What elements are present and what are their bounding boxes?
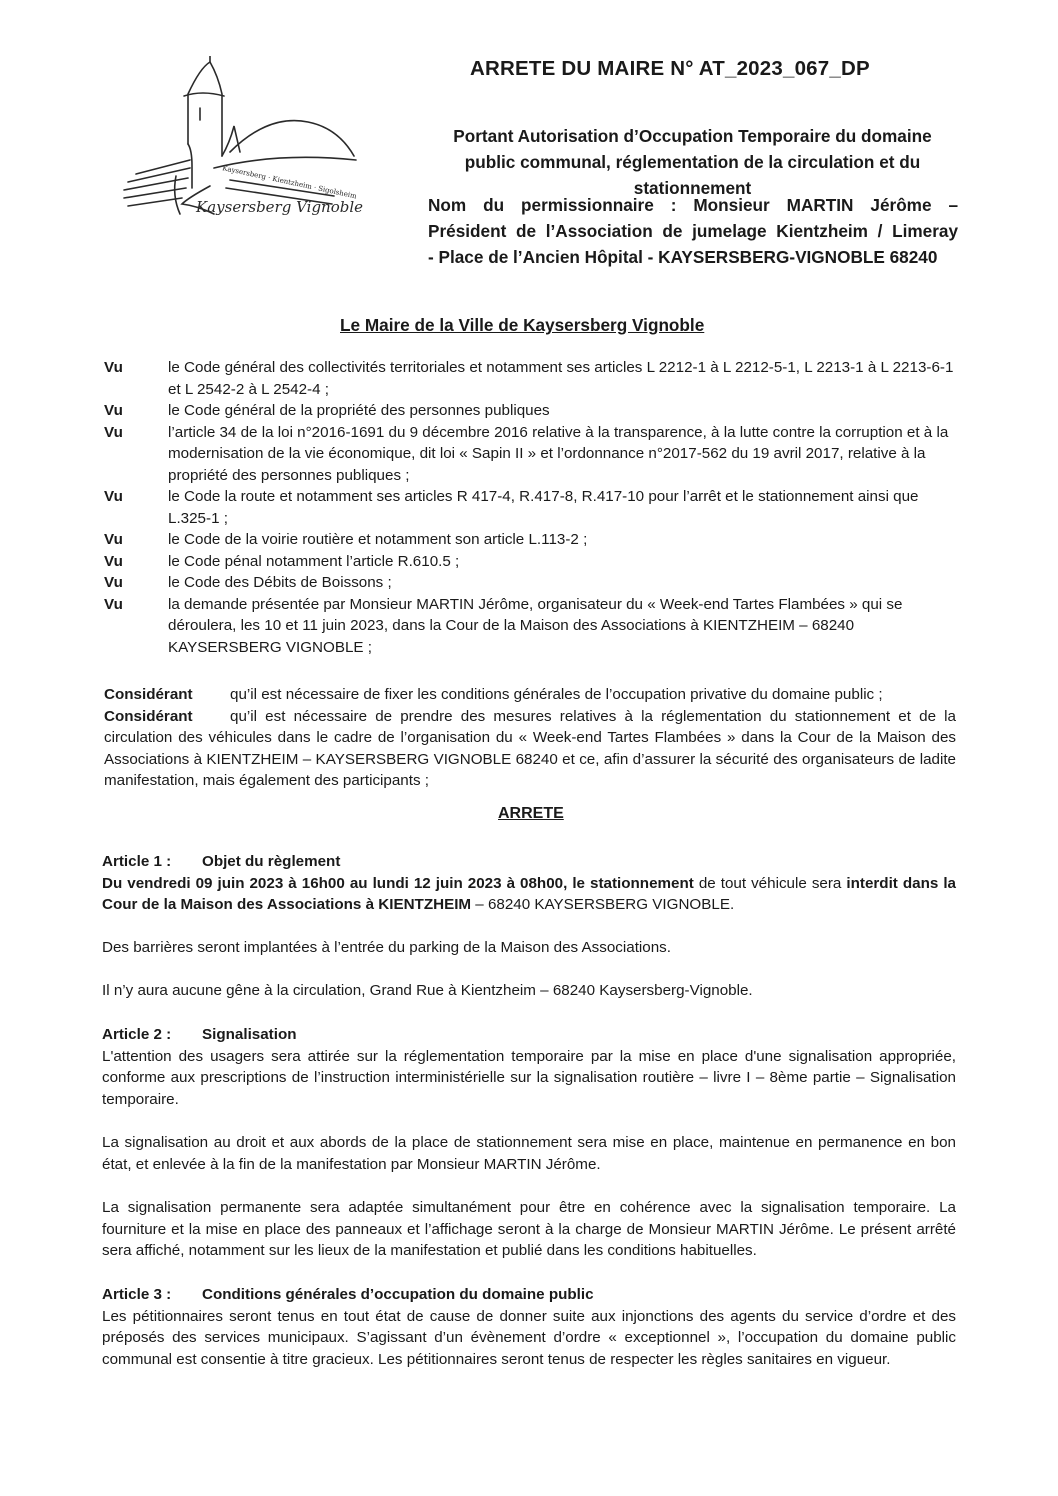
permit-line: - Place de l’Ancien Hôpital - KAYSERSBERG-VIGNOBLE 68240: [428, 247, 938, 267]
text: de tout véhicule sera: [693, 874, 847, 892]
vu-text: le Code pénal notamment l’article R.610.5 ;: [168, 552, 460, 570]
article-paragraph: L'attention des usagers sera attirée sur la réglementation temporaire par la mise en place d'une signalisation appropriée, conforme aux prescriptions de l’instruction interministérielle sur la signalisation routière – livre I – 8ème partie – Signalisation temporaire.: [102, 1047, 956, 1108]
article-heading: [102, 851, 956, 873]
article-paragraph: Les pétitionnaires seront tenus en tout état de cause de donner suite aux injonctions des agents du service d’ordre et des préposés des services municipaux. S’agissant d’un évènement d’ordre « exceptionnel », l’occupation du domaine public communal est consentie à titre gracieux. Les pétitionnaires seront tenus de respecter les règles sanitaires en vigueur.: [102, 1307, 956, 1368]
considerant-label: Considérant: [104, 707, 193, 725]
article-title: Conditions générales d’occupation du domaine public: [202, 1286, 594, 1303]
logo-name: Kaysersberg Vignoble: [196, 198, 364, 216]
vu-text: le Code général des collectivités territoriales et notamment ses articles L 2212-1 à L 2212-5-1, L 2213-1 à L 2213-6-1 et L 2542-2 à L 2542-4 ;: [168, 359, 954, 398]
vu-label: Vu: [104, 423, 123, 441]
bold-text: interdit dans la Cour de la Maison des Associations à KIENTZHEIM: [102, 874, 956, 913]
vu-text: l’article 34 de la loi n°2016-1691 du 9 décembre 2016 relative à la transparence, à la lutte contre la corruption et à la modernisation de la vie économique, dit loi « Sapin II » et l’ordonnance n°2017-562 du 19 avril 2017, relative à la propriété des personnes publiques ;: [168, 423, 949, 484]
considerant-item: [104, 706, 956, 792]
article-paragraph: La signalisation au droit et aux abords de la place de stationnement sera mise en place, maintenue en permanence en bon état, et enlevée à la fin de la manifestation par Monsieur MARTIN Jérôme.: [102, 1134, 956, 1173]
vu-label: Vu: [104, 595, 123, 613]
article-heading: [102, 1284, 956, 1306]
permit-holder: [428, 192, 958, 270]
vu-item: [104, 357, 956, 400]
article-paragraph: [102, 873, 956, 916]
vu-text: le Code des Débits de Boissons ;: [168, 574, 392, 591]
considerants: [104, 684, 956, 792]
considerant-text: qu’il est nécessaire de prendre des mesures relatives à la réglementation du stationnement et de la circulation des véhicules dans le cadre de l’organisation du « Week-end Tartes Flambées » dans la Cour de la Maison des Associations à KIENTZHEIM – KAYSERSBERG VIGNOBLE 68240 et ce, afin d’assurer la sécurité des organisateurs de ladite manifestation, mais également des participants ;: [104, 707, 956, 789]
decree-subtitle: [425, 123, 960, 201]
vu-label: Vu: [104, 552, 123, 570]
article-number: Article 3 :: [102, 1286, 172, 1303]
vu-label: Vu: [104, 574, 123, 591]
subtitle-line: public communal, réglementation de la circulation et du: [464, 152, 921, 172]
text: – 68240 KAYSERSBERG VIGNOBLE.: [471, 896, 735, 913]
article-paragraph: Il n’y aura aucune gêne à la circulation, Grand Rue à Kientzheim – 68240 Kaysersberg-Vignoble.: [102, 982, 753, 999]
logo-tagline: Kaysersberg · Kientzheim · Sigolsheim: [221, 164, 358, 201]
article-2: [102, 1024, 956, 1262]
article-title: Objet du règlement: [202, 853, 341, 870]
vu-item: [104, 400, 956, 422]
subtitle-line: stationnement: [633, 178, 752, 198]
article-number: Article 2 :: [102, 1026, 172, 1043]
vu-text: le Code la route et notamment ses articles R 417-4, R.417-8, R.417-10 pour l’arrêt et le stationnement ainsi que L.325-1 ;: [168, 488, 919, 527]
logo-drawing: [118, 56, 368, 226]
vu-item: [104, 572, 956, 594]
kaysersberg-vignoble-logo: [118, 56, 368, 226]
article-paragraph: La signalisation permanente sera adaptée simultanément pour être en cohérence avec la signalisation temporaire. La fourniture et la mise en place des panneaux et l’affichage seront à la charge de Monsieur MARTIN Jérôme. Le présent arrêté sera affiché, notamment sur les lieux de la manifestation et publié dans les conditions habituelles.: [102, 1199, 956, 1259]
vu-label: Vu: [104, 531, 123, 548]
article-heading: [102, 1024, 956, 1046]
article-title: Signalisation: [202, 1026, 297, 1043]
vu-label: Vu: [104, 488, 123, 505]
vu-list: [104, 357, 956, 658]
article-3: [102, 1284, 956, 1370]
bold-text: Du vendredi 09 juin 2023 à 16h00 au lundi 12 juin 2023 à 08h00, le stationnement: [102, 874, 694, 892]
article-1: [102, 851, 956, 1002]
decree-title: ARRETE DU MAIRE N° AT_2023_067_DP: [470, 57, 870, 80]
vu-item: [104, 529, 956, 551]
vu-item: [104, 594, 956, 659]
vu-text: le Code de la voirie routière et notamment son article L.113-2 ;: [168, 531, 588, 548]
vu-label: Vu: [104, 359, 123, 376]
vu-item: [104, 551, 956, 573]
permit-line: Président de l’Association de jumelage Kientzheim / Limeray: [428, 221, 958, 241]
vu-item: [104, 422, 956, 487]
vu-text: le Code général de la propriété des personnes publiques: [168, 402, 550, 419]
considerant-label: Considérant: [104, 686, 193, 703]
vu-text: la demande présentée par Monsieur MARTIN Jérôme, organisateur du « Week-end Tartes Flambées » qui se déroulera, les 10 et 11 juin 2023, dans la Cour de la Maison des Associations à KIENTZHEIM – 68240 KAYSERSBERG VIGNOBLE ;: [168, 595, 903, 656]
considerant-item: [104, 684, 956, 706]
mayor-heading: Le Maire de la Ville de Kaysersberg Vignoble: [340, 315, 705, 335]
arrete-heading: ARRETE: [498, 805, 564, 822]
subtitle-line: Portant Autorisation d’Occupation Temporaire du domaine: [453, 126, 932, 146]
vu-item: [104, 486, 956, 529]
considerant-text: qu’il est nécessaire de fixer les conditions générales de l’occupation privative du domaine public ;: [230, 686, 883, 703]
permit-line: Nom du permissionnaire : Monsieur MARTIN Jérôme –: [428, 195, 958, 215]
article-number: Article 1 :: [102, 853, 172, 870]
vu-label: Vu: [104, 402, 123, 419]
article-paragraph: Des barrières seront implantées à l’entrée du parking de la Maison des Associations.: [102, 938, 671, 956]
